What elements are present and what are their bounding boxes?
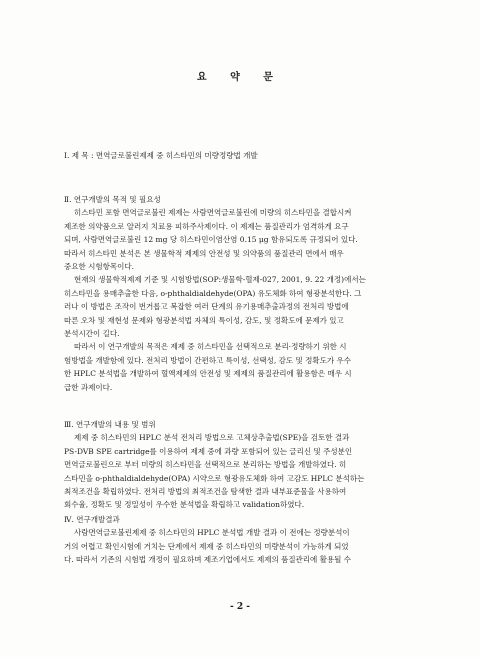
text-line: 스타민을 o-phthaldialdehyde(OPA) 시약으로 형광유도체화 하여 고감도 HPLC 분석하는: [64, 473, 365, 483]
text-line: 히스타민 포함 면역글로불린 제제는 사람면역글로불린에 미량의 히스타민을 결합시켜: [74, 208, 352, 218]
text-line: 급한 과제이다.: [64, 382, 113, 392]
section-results: [64, 513, 448, 567]
page-number: - 2 -: [230, 602, 250, 612]
section-body: [64, 431, 448, 511]
text-line: 최적조건을 확립하였다. 전처리 방법의 최적조건을 탐색한 결과 내부표준물을 사용하여: [64, 487, 347, 497]
text-line: 한 HPLC 분석법을 개발하여 혈액제제의 안전성 및 제제의 품질관리에 활용함은 매우 시: [64, 369, 352, 379]
text-line: 다. 따라서 기존의 시험법 개정이 필요하며 제조기업에서도 제제의 품질관리에 활용될 수: [64, 555, 352, 565]
text-line: 따른 오차 및 재현성 문제와 형광분석법 자체의 특이성, 감도, 및 정확도에 문제가 있고: [64, 315, 344, 325]
section-body: [64, 206, 448, 394]
section-heading: Ⅲ. 연구개발의 내용 및 범위: [64, 420, 156, 429]
text-line: 되며, 사람면역글로불린 12 mg 당 히스타민이염산염 0.15 μg 함유되도록 규정되어 있다.: [64, 235, 358, 245]
text-line: 히스타민을 용매추출한 다음, o-phthaldialdehyde(OPA) 유도체화 하여 형광분석한다. 그: [64, 288, 362, 298]
section-scope: [64, 418, 448, 512]
text-line: 러나 이 방법은 조작이 번거롭고 복잡한 여러 단계의 유기용매추출과정의 전처리 방법에: [64, 302, 349, 312]
text-line: 험방법을 개발함에 있다. 전처리 방법이 간편하고 특이성, 선택성, 감도 및 정확도가 우수: [64, 355, 351, 365]
text-line: 중요한 시험항목이다.: [64, 262, 134, 272]
section-purpose: [64, 193, 448, 394]
section-heading: Ⅱ. 연구개발의 목적 및 필요성: [64, 195, 161, 204]
text-line: 제제 중 히스타민의 HPLC 분석 전처리 방법으로 고체상추출법(SPE)을 검토한 결과: [74, 433, 350, 443]
page-title: 요 약 문: [197, 72, 283, 83]
text-line: 분석시간이 길다.: [64, 329, 120, 339]
text-line: 따라서 히스타민 분석은 본 생물학적 제제의 안전성 및 의약품의 품질관리 면에서 매우: [64, 248, 344, 258]
text-line: 회수율, 정확도 및 정밀성이 우수한 분석법을 확립하고 validation하였다.: [64, 500, 305, 510]
project-title: Ⅰ. 제 목 : 면역글로불린제제 중 히스타민의 미량정량법 개발: [64, 151, 258, 160]
text-line: 면역글로불린으로 부터 미량의 히스타민을 선택적으로 분리하는 방법을 개발하였다. 히: [64, 460, 347, 470]
text-line: 제조한 의약품으로 알러지 치료용 피하주사제이다. 이 제제는 품질관리가 엄격하게 요구: [64, 221, 349, 231]
text-line: PS-DVB SPE cartridge를 이용하여 제제 중에 과량 포함되어 있는 글리신 및 주성분인: [64, 446, 353, 456]
section-heading: Ⅳ. 연구개발결과: [64, 515, 120, 524]
text-line: 사람면역글로불린제제 중 히스타민의 HPLC 분석법 개발 결과 이 전에는 정량분석이: [74, 528, 350, 538]
text-line: 따라서 이 연구개발의 목적은 제제 중 히스타민을 선택적으로 분리·정량하기 위한 시: [74, 342, 347, 352]
text-line: 거의 어렵고 확인시험에 거치는 단계에서 제제 중 히스타민의 미량분석이 가능하게 되었: [64, 541, 349, 551]
section-body: [64, 526, 448, 566]
text-line: 현재의 생물학적제제 기준 및 시험방법(SOP:생물학-혈제-027, 2001, 9. 22 개정)에서는: [74, 275, 366, 285]
